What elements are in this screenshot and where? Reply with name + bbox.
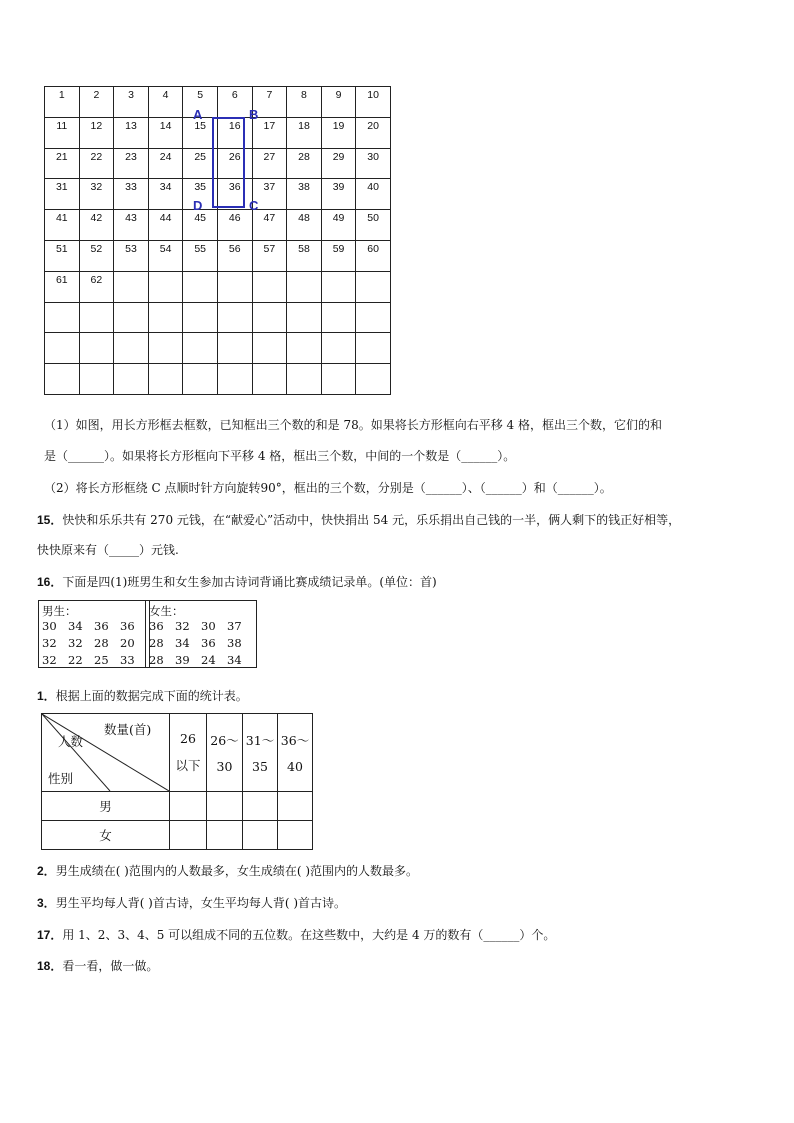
grid-cell [183, 302, 218, 333]
grid-cell: 34 [148, 179, 183, 210]
grid-cell: 32 [79, 179, 114, 210]
grid-cell: 12 [79, 117, 114, 148]
grid-cell: 15 [183, 117, 218, 148]
grid-cell [217, 302, 252, 333]
grid-cell: 49 [321, 210, 356, 241]
grid-cell: 11 [45, 117, 80, 148]
grid-cell: 4 [148, 87, 183, 118]
diagonal-header [42, 714, 170, 792]
grid-cell: 10 [356, 87, 391, 118]
boys-score: 30 [42, 619, 57, 633]
grid-cell [287, 271, 322, 302]
grid-cell: 2 [79, 87, 114, 118]
grid-cell: 46 [217, 210, 252, 241]
grid-cell [217, 333, 252, 364]
q16-intro-text: 下面是四(1)班男生和女生参加古诗词背诵比赛成绩记录单。(单位：首) [62, 575, 437, 589]
grid-cell [252, 364, 287, 395]
grid-cell: 59 [321, 240, 356, 271]
answer-cell[interactable] [170, 821, 207, 850]
grid-cell [356, 364, 391, 395]
q16-sub2 [37, 863, 418, 879]
boys-score: 32 [42, 653, 57, 667]
corner-label-a: A [193, 107, 203, 122]
grid-cell: 18 [287, 117, 322, 148]
q16-intro [37, 574, 437, 590]
grid-cell [79, 364, 114, 395]
grid-cell: 51 [45, 240, 80, 271]
answer-cell[interactable] [243, 821, 278, 850]
header-gender: 性别 [48, 771, 74, 786]
col-header-3: 31～ 35 [243, 714, 278, 792]
grid-cell [217, 364, 252, 395]
grid-cell: 62 [79, 271, 114, 302]
grid-row [45, 333, 391, 364]
grid-cell: 37 [252, 179, 287, 210]
boys-score: 22 [68, 653, 83, 667]
row-label-boys: 男 [42, 792, 170, 821]
grid-cell [321, 302, 356, 333]
q16-sub3-text: 男生平均每人背( )首古诗，女生平均每人背( )首古诗。 [55, 896, 347, 910]
corner-label-c: C [249, 198, 259, 213]
grid-cell: 30 [356, 148, 391, 179]
grid-cell: 40 [356, 179, 391, 210]
row-label-girls: 女 [42, 821, 170, 850]
q17-number: 17． [37, 928, 63, 942]
boys-scores [42, 619, 146, 667]
boys-score: 36 [120, 619, 135, 633]
q16-sub3-number: 3． [37, 896, 56, 910]
girls-score: 30 [201, 619, 216, 633]
girls-score: 28 [149, 653, 164, 667]
grid-cell [148, 302, 183, 333]
grid-cell [114, 364, 149, 395]
grid-cell [287, 302, 322, 333]
grid-cell [217, 271, 252, 302]
grid-cell [356, 333, 391, 364]
girls-scores [149, 619, 253, 667]
grid-cell: 17 [252, 117, 287, 148]
answer-cell[interactable] [278, 792, 313, 821]
grid-cell: 16 [217, 117, 252, 148]
girls-score: 34 [175, 636, 190, 650]
grid-cell [356, 302, 391, 333]
grid-cell [45, 333, 80, 364]
grid-cell [356, 271, 391, 302]
grid-cell: 21 [45, 148, 80, 179]
grid-cell [252, 271, 287, 302]
grid-cell: 50 [356, 210, 391, 241]
q14-part2: （2）将长方形框绕 C 点顺时针方向旋转90°，框出的三个数，分别是（______）、（______）和（______）。 [44, 481, 612, 495]
grid-cell: 26 [217, 148, 252, 179]
girls-score: 28 [149, 636, 164, 650]
corner-label-d: D [193, 198, 203, 213]
answer-cell[interactable] [207, 792, 243, 821]
grid-cell [321, 333, 356, 364]
grid-cell: 56 [217, 240, 252, 271]
q17 [37, 927, 555, 943]
answer-cell[interactable] [170, 792, 207, 821]
grid-cell [183, 271, 218, 302]
grid-row [45, 240, 391, 271]
answer-cell[interactable] [243, 792, 278, 821]
grid-cell [79, 302, 114, 333]
boys-score: 20 [120, 636, 135, 650]
grid-cell: 47 [252, 210, 287, 241]
grid-row [45, 87, 391, 118]
grid-cell: 5 [183, 87, 218, 118]
statistics-table [41, 713, 313, 850]
q16-sub2-text: 男生成绩在( )范围内的人数最多，女生成绩在( )范围内的人数最多。 [55, 864, 419, 878]
grid-cell: 3 [114, 87, 149, 118]
grid-cell [287, 364, 322, 395]
grid-cell: 44 [148, 210, 183, 241]
grid-cell [45, 364, 80, 395]
grid-cell: 36 [217, 179, 252, 210]
girls-score: 36 [201, 636, 216, 650]
grid-cell: 25 [183, 148, 218, 179]
grid-cell: 8 [287, 87, 322, 118]
grid-cell: 45 [183, 210, 218, 241]
grid-cell [321, 271, 356, 302]
boys-score: 25 [94, 653, 109, 667]
grid-cell: 20 [356, 117, 391, 148]
q18-number: 18． [37, 959, 63, 973]
q15-number: 15． [37, 513, 63, 527]
col-header-2: 26～ 30 [207, 714, 243, 792]
header-people: 人数 [58, 734, 84, 749]
girls-score: 37 [227, 619, 242, 633]
grid-cell: 28 [287, 148, 322, 179]
grid-cell [148, 271, 183, 302]
grid-row [45, 210, 391, 241]
q15-line2: 快快原来有（_____）元钱. [37, 543, 179, 557]
grid-cell [45, 302, 80, 333]
q14-part1-line2: 是（______）。如果将长方形框向下平移 4 格，框出三个数，中间的一个数是（______）。 [44, 449, 516, 463]
col-header-1: 26 以下 [170, 714, 207, 792]
q18 [37, 958, 158, 974]
q18-text: 看一看，做一做。 [62, 959, 159, 973]
grid-cell [148, 364, 183, 395]
grid-cell: 35 [183, 179, 218, 210]
rectangle-frame [212, 117, 245, 208]
girls-score: 38 [227, 636, 242, 650]
answer-cell[interactable] [278, 821, 313, 850]
grid-cell: 42 [79, 210, 114, 241]
q16-sub1-text: 根据上面的数据完成下面的统计表。 [55, 689, 248, 703]
grid-cell [114, 333, 149, 364]
grid-cell: 53 [114, 240, 149, 271]
boys-score: 34 [68, 619, 83, 633]
boys-label: 男生： [42, 604, 77, 618]
grid-cell: 54 [148, 240, 183, 271]
header-quantity: 数量(首) [104, 722, 152, 737]
grid-cell: 48 [287, 210, 322, 241]
grid-cell: 9 [321, 87, 356, 118]
grid-cell: 23 [114, 148, 149, 179]
grid-cell: 29 [321, 148, 356, 179]
grid-row [45, 271, 391, 302]
girls-label: 女生： [149, 604, 184, 618]
grid-cell [252, 302, 287, 333]
grid-cell [114, 302, 149, 333]
grid-cell: 14 [148, 117, 183, 148]
q14-part1-line1: （1）如图，用长方形框去框数，已知框出三个数的和是 78。如果将长方形框向右平移 4 格，框出三个数，它们的和 [44, 418, 662, 432]
q17-text: 用 1、2、3、4、5 可以组成不同的五位数。在这些数中，大约是 4 万的数有（______）个。 [62, 928, 556, 942]
q15-line1 [37, 512, 680, 528]
grid-row [45, 302, 391, 333]
grid-cell: 41 [45, 210, 80, 241]
grid-cell [287, 333, 322, 364]
grid-cell: 6 [217, 87, 252, 118]
grid-cell: 61 [45, 271, 80, 302]
grid-cell [114, 271, 149, 302]
grid-cell: 52 [79, 240, 114, 271]
grid-cell: 38 [287, 179, 322, 210]
q16-sub1-number: 1． [37, 689, 56, 703]
grid-cell: 57 [252, 240, 287, 271]
grid-cell: 7 [252, 87, 287, 118]
q16-number: 16． [37, 575, 63, 589]
grid-cell: 58 [287, 240, 322, 271]
grid-cell [321, 364, 356, 395]
grid-cell: 27 [252, 148, 287, 179]
corner-label-b: B [249, 107, 259, 122]
girls-score: 32 [175, 619, 190, 633]
grid-cell: 24 [148, 148, 183, 179]
q15-text1: 快快和乐乐共有 270 元钱，在“献爱心”活动中，快快捐出 54 元，乐乐捐出自己钱的一半，俩人剩下的钱正好相等， [62, 513, 681, 527]
col-header-4: 36～ 40 [278, 714, 313, 792]
grid-cell: 39 [321, 179, 356, 210]
grid-cell: 33 [114, 179, 149, 210]
girls-score: 39 [175, 653, 190, 667]
boys-score: 33 [120, 653, 135, 667]
grid-cell [183, 333, 218, 364]
grid-cell: 1 [45, 87, 80, 118]
boys-score: 32 [68, 636, 83, 650]
boys-score-table [38, 600, 150, 668]
girls-score-table [145, 600, 257, 668]
boys-score: 36 [94, 619, 109, 633]
answer-cell[interactable] [207, 821, 243, 850]
grid-cell: 31 [45, 179, 80, 210]
grid-cell [252, 333, 287, 364]
grid-cell: 19 [321, 117, 356, 148]
boys-score: 28 [94, 636, 109, 650]
girls-score: 36 [149, 619, 164, 633]
q16-sub2-number: 2． [37, 864, 56, 878]
girls-score: 34 [227, 653, 242, 667]
grid-cell: 22 [79, 148, 114, 179]
q16-sub3 [37, 895, 346, 911]
boys-score: 32 [42, 636, 57, 650]
grid-cell [79, 333, 114, 364]
grid-cell [183, 364, 218, 395]
grid-cell: 43 [114, 210, 149, 241]
grid-cell: 55 [183, 240, 218, 271]
grid-row [45, 364, 391, 395]
grid-cell: 13 [114, 117, 149, 148]
grid-cell [148, 333, 183, 364]
grid-cell: 60 [356, 240, 391, 271]
q16-sub1 [37, 688, 248, 704]
girls-score: 24 [201, 653, 216, 667]
